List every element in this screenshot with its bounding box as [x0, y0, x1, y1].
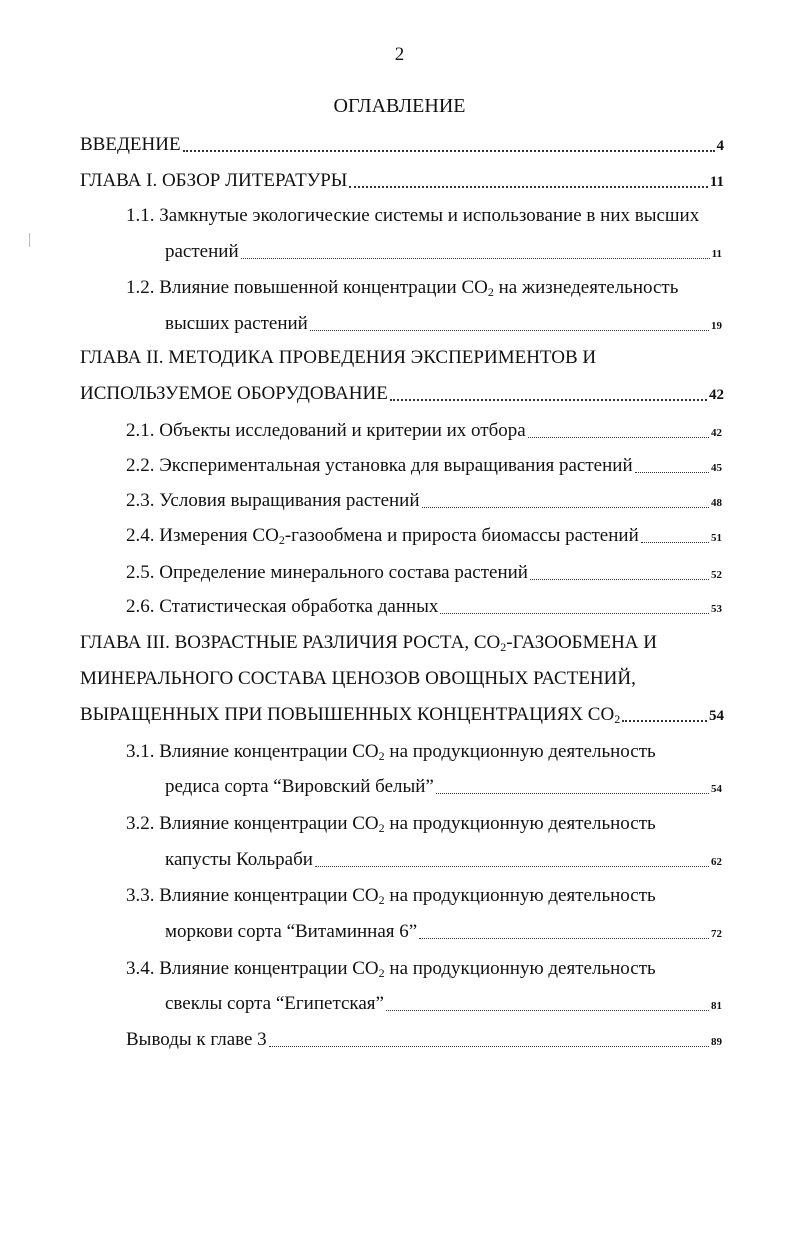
toc-entry-title: 2.6. Статистическая обработка данных [126, 596, 439, 617]
leader-dots [622, 720, 707, 722]
toc-entry-page: 54 [711, 783, 722, 795]
leader-dots [241, 258, 710, 259]
toc-entry-1-1-line1: 1.1. Замкнутые экологические системы и использование в них высших [126, 205, 700, 226]
toc-entry-title: 2.2. Экспериментальная установка для выращивания растений [126, 455, 633, 476]
toc-entry-page: 11 [709, 174, 724, 190]
subscript: 2 [378, 893, 385, 907]
toc-entry-title: редиса сорта “Вировский белый” [165, 776, 434, 797]
toc-entry-title: ИСПОЛЬЗУЕМОЕ ОБОРУДОВАНИЕ [80, 383, 388, 404]
leader-dots [315, 866, 709, 867]
toc-entry-3-1-line1 [126, 741, 656, 763]
toc-entry-1-2-line1 [126, 277, 678, 299]
toc-entry-chapter-2[interactable] [80, 383, 724, 405]
toc-entry-title: ВВЕДЕНИЕ [80, 134, 181, 155]
text-part: на продукционную деятельность [384, 958, 656, 979]
margin-mark [29, 233, 30, 247]
text-part: на жизнедеятельность [493, 277, 679, 298]
toc-entry-2-4[interactable] [126, 525, 722, 547]
toc-entry-2-5[interactable] [126, 562, 722, 584]
text-part: на продукционную деятельность [384, 741, 656, 762]
subscript: 2 [378, 821, 385, 835]
toc-entry-page: 62 [711, 856, 722, 868]
leader-dots [386, 1010, 709, 1011]
toc-entry-page: 11 [711, 248, 722, 260]
leader-dots [635, 472, 709, 473]
toc-entry-page: 53 [711, 603, 722, 615]
toc-entry-1-2[interactable] [165, 313, 722, 335]
text-part: 1.2. Влияние повышенной концентрации СО [126, 277, 488, 298]
toc-entry-chapter-1[interactable] [80, 170, 724, 192]
toc-entry-title: 2.1. Объекты исследований и критерии их отбора [126, 420, 526, 441]
leader-dots [440, 613, 709, 614]
toc-entry-3-4[interactable] [165, 993, 722, 1015]
subscript: 2 [378, 966, 385, 980]
toc-entry-2-1[interactable] [126, 420, 722, 442]
toc-entry-title [80, 704, 620, 726]
toc-title: ОГЛАВЛЕНИЕ [333, 95, 466, 117]
text-part: ВЫРАЩЕННЫХ ПРИ ПОВЫШЕННЫХ КОНЦЕНТРАЦИЯХ СО [80, 704, 615, 725]
toc-entry-page: 42 [711, 427, 722, 439]
text-part: -ГАЗООБМЕНА И [506, 632, 657, 653]
toc-entry-title: капусты Кольраби [165, 849, 313, 870]
text-part: на продукционную деятельность [384, 813, 656, 834]
toc-entry-chapter-3[interactable] [80, 704, 724, 726]
text-part: 3.2. Влияние концентрации СО [126, 813, 379, 834]
text-part: на продукционную деятельность [384, 885, 656, 906]
text-part: 3.3. Влияние концентрации СО [126, 885, 379, 906]
leader-dots [310, 330, 709, 331]
toc-entry-2-3[interactable] [126, 490, 722, 512]
toc-entry-page: 54 [709, 708, 724, 724]
toc-entry-2-2[interactable] [126, 455, 722, 477]
leader-dots [419, 938, 709, 939]
leader-dots [436, 793, 709, 794]
toc-entry-conclusions-3[interactable] [126, 1029, 722, 1051]
toc-entry-page: 48 [711, 497, 722, 509]
text-part: 3.4. Влияние концентрации СО [126, 958, 379, 979]
text-part: 2.4. Измерения СО [126, 525, 279, 546]
leader-dots [641, 542, 709, 543]
toc-entry-title: 2.3. Условия выращивания растений [126, 490, 420, 511]
text-part: 3.1. Влияние концентрации СО [126, 741, 379, 762]
toc-entry-page: 4 [716, 138, 724, 154]
toc-entry-page: 72 [711, 928, 722, 940]
leader-dots [269, 1046, 709, 1047]
toc-entry-page: 51 [711, 532, 722, 544]
toc-entry-page: 81 [711, 1000, 722, 1012]
toc-entry-page: 42 [709, 387, 724, 403]
leader-dots [530, 579, 709, 580]
toc-entry-3-3[interactable] [165, 921, 722, 943]
toc-entry-1-1[interactable] [165, 241, 722, 263]
toc-entry-intro[interactable] [80, 134, 724, 156]
leader-dots [528, 437, 709, 438]
toc-entry-3-3-line1 [126, 885, 656, 907]
toc-entry-page: 52 [711, 569, 722, 581]
toc-entry-title: 2.5. Определение минерального состава растений [126, 562, 528, 583]
toc-entry-3-2[interactable] [165, 849, 722, 871]
subscript: 2 [378, 749, 385, 763]
toc-entry-title [126, 525, 639, 547]
page-number: 2 [394, 44, 405, 65]
toc-entry-title: высших растений [165, 313, 308, 334]
toc-entry-title: Выводы к главе 3 [126, 1029, 267, 1050]
toc-entry-title: ГЛАВА I. ОБЗОР ЛИТЕРАТУРЫ [80, 170, 348, 191]
toc-entry-chapter-2-line1: ГЛАВА II. МЕТОДИКА ПРОВЕДЕНИЯ ЭКСПЕРИМЕНТОВ И [80, 347, 597, 368]
toc-entry-2-6[interactable] [126, 596, 722, 618]
leader-dots [349, 186, 707, 188]
text-part: -газообмена и прироста биомассы растений [284, 525, 639, 546]
toc-entry-chapter-3-line2: МИНЕРАЛЬНОГО СОСТАВА ЦЕНОЗОВ ОВОЩНЫХ РАСТЕНИЙ, [80, 668, 636, 689]
leader-dots [183, 150, 715, 152]
toc-entry-3-1[interactable] [165, 776, 722, 798]
subscript: 2 [278, 533, 285, 547]
subscript: 2 [487, 285, 494, 299]
subscript: 2 [614, 712, 621, 726]
leader-dots [422, 507, 709, 508]
leader-dots [390, 399, 707, 401]
toc-entry-page: 19 [711, 320, 722, 332]
toc-entry-3-2-line1 [126, 813, 656, 835]
toc-entry-3-4-line1 [126, 958, 656, 980]
subscript: 2 [500, 640, 507, 654]
toc-entry-title: свеклы сорта “Египетская” [165, 993, 384, 1014]
text-part: ГЛАВА III. ВОЗРАСТНЫЕ РАЗЛИЧИЯ РОСТА, СО [80, 632, 501, 653]
toc-entry-title: растений [165, 241, 239, 262]
toc-entry-page: 89 [711, 1036, 722, 1048]
toc-entry-title: моркови сорта “Витаминная 6” [165, 921, 418, 942]
toc-entry-page: 45 [711, 462, 722, 474]
toc-entry-chapter-3-line1 [80, 632, 657, 654]
